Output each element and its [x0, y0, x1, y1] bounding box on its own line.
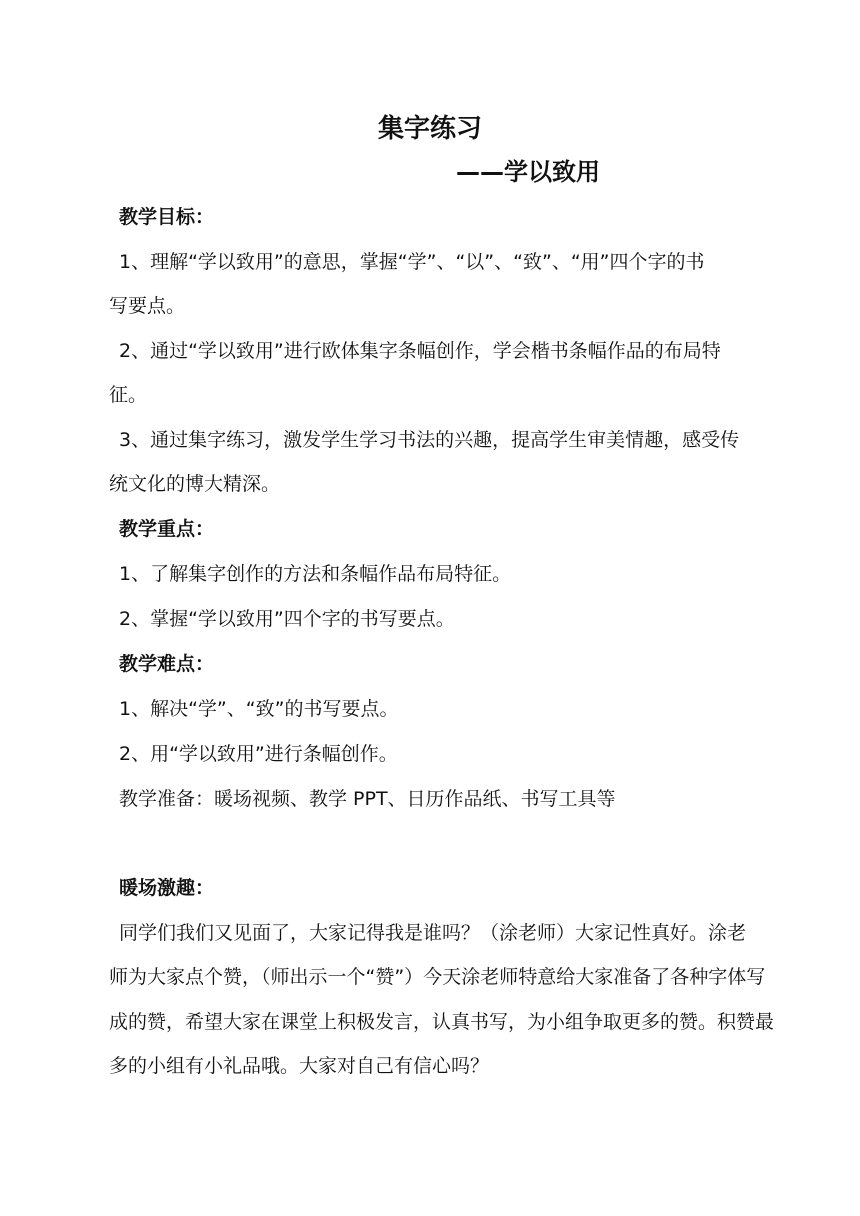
warmup-line-1: 同学们我们又见面了，大家记得我是谁吗？（涂老师）大家记性真好。涂老 — [119, 922, 747, 944]
document-title: 集字练习 — [377, 114, 482, 144]
objectives-heading: 教学目标： — [119, 206, 215, 228]
difficulty-item-1: 1、解决“学”、“致”的书写要点。 — [119, 698, 399, 720]
objective-item-3-line-1: 3、通过集字练习，激发学生学习书法的兴趣，提高学生审美情趣，感受传 — [119, 429, 740, 451]
objective-item-2-line-1: 2、通过“学以致用”进行欧体集字条幅创作，学会楷书条幅作品的布局特 — [119, 340, 721, 362]
key-point-item-2: 2、掌握“学以致用”四个字的书写要点。 — [119, 608, 455, 630]
objective-item-2-line-2: 征。 — [109, 384, 148, 406]
key-point-item-1: 1、了解集字创作的方法和条幅作品布局特征。 — [119, 563, 512, 585]
warmup-line-2: 师为大家点个赞，（师出示一个“赞”）今天涂老师特意给大家准备了各种字体写 — [109, 966, 766, 988]
difficulty-item-2: 2、用“学以致用”进行条幅创作。 — [119, 743, 398, 765]
difficulties-heading: 教学难点： — [119, 653, 215, 675]
document-subtitle: ——学以致用 — [456, 158, 600, 186]
key-points-heading: 教学重点： — [119, 518, 215, 540]
objective-item-3-line-2: 统文化的博大精深。 — [109, 473, 281, 495]
preparation-line: 教学准备：暖场视频、教学 PPT、日历作品纸、书写工具等 — [119, 788, 616, 810]
warmup-line-4: 多的小组有小礼品哦。大家对自己有信心吗？ — [109, 1055, 490, 1077]
warmup-line-3: 成的赞，希望大家在课堂上积极发言，认真书写，为小组争取更多的赞。积赞最 — [109, 1011, 775, 1033]
warmup-heading: 暖场激趣： — [119, 877, 215, 899]
objective-item-1-line-2: 写要点。 — [109, 295, 186, 317]
objective-item-1-line-1: 1、理解“学以致用”的意思，掌握“学”、“以”、“致”、“用”四个字的书 — [119, 251, 705, 273]
